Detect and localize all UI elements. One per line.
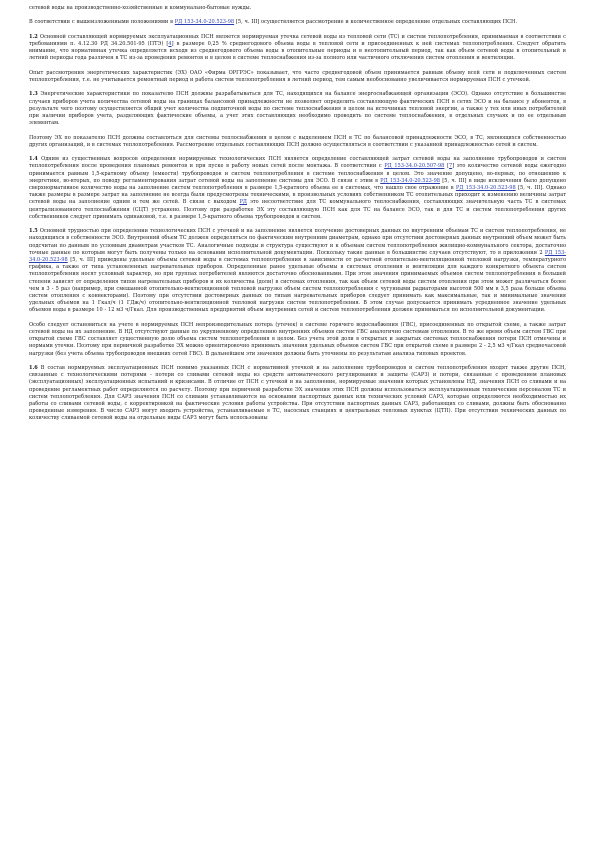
- paragraph-text: ] это количество сетевой воды ежегодно принимается равным 1,5-кратному объему (емкости) трубопроводов и систем теплопотребления в системе теплоснабжения в целом. Это значение допущено, во-первых, по отношению к энергетике, во-вторых, по поводу регламентирования затрат сетевой воды на заполнение системы для ЭСО. В связи с этим в: [29, 163, 567, 184]
- section-number: 1.3: [29, 91, 38, 98]
- paragraph: [29, 156, 566, 221]
- document-reference-link[interactable]: РД 153-34.0-20.523-98: [380, 177, 441, 184]
- paragraph-text: Опыт рассмотрения энергетических характеристик (ЭХ) ОАО «Фирма ОРГРЭС» показывает, что часто среднегодовой объем принимается равным объему всей сети и подключенных систем теплопотребления, т.е. не учитывается ремонтный период и работа систем теплопотребления в летний период, тем самым необоснованно увеличивается нормируемая ПСН с утечкой.: [29, 69, 566, 83]
- document-reference-link[interactable]: РД 153-34.0-20.523-98: [174, 19, 235, 26]
- section-number: 1.5: [29, 228, 38, 235]
- paragraph: [29, 135, 566, 149]
- paragraph-text: [: [444, 163, 449, 170]
- paragraph-text: Энергетические характеристики по показателю ПСН должны разрабатываться для ТС, находящихся на балансе энергоснабжающей организации (ЭСО). Однако отсутствие в большинстве случаев приборов учета количества сетевой воды на границах балансовой принадлежности не позволяет определить составляющую фактических ПСН в сетях ЭСО и на балансе у абонентов, в результате чего поэтому осуществляется общий учет количества подпиточной воды по системе теплоснабжения в целом на источниках тепловой энергии, а также у тех или иных потребителей при наличии приборов учета, разделяющих фактические объемы, а учет этих составляющих необходимо проводить по системе теплоснабжения, в отдельных случаях и по ее отдельным элементам.: [29, 91, 566, 127]
- paragraph: [29, 91, 566, 127]
- paragraph-text: Основной трудностью при определении технологических ПСН с утечкой и на заполнение является получение достоверных данных по внутренним объемам ТС и систем теплопотребления, не находящихся в собственности ЭСО. Внутренний объем ТС должен определяться по фактическим внутренним диаметрам, однако при отсутствии достоверных данных внутренний объем может быть подсчитан по данным по условным диаметрам участков ТС. Аналогичные подходы и структура существуют и к объемам систем теплопотребления жилищно-коммунального сектора, достаточно точные данные по которым могут быть получены только на основании исполнительной документации. Поскольку такие данные в большинстве случаев отсутствуют, то в приложении 2: [29, 228, 567, 256]
- paragraph-text: [5, ч. III]. Однако также размеры в размере затрат на заполнение не всегда были предусмотрены техническими, в произвольных условиях собственником ТС отопительных приходит к изменению величины затрат сетевой воды на заполнение одним и тем же сетей. В связи с выходом: [29, 184, 566, 206]
- document-reference-link[interactable]: 4: [168, 40, 172, 47]
- paragraph-text: ] в размере 0,25 % среднегодового объема воды в тепловой сети и присоединенных к ней системах теплопотребления. Следует обратить внимание, что нормативная утечка определяется исходя из среднегодового объема воды в отопительные периоды и в неотопительный период, так как объем сетевой воды в отопительный и летний периоды года различен в ТС из-за проведения ремонтов и в целом в системе теплоснабжения из-за полного или частичного отключения систем отопления и вентиляции.: [29, 40, 566, 62]
- paragraph: [29, 228, 566, 314]
- section-number: 1.4: [29, 156, 38, 163]
- paragraph: [29, 322, 566, 358]
- paragraph-text: Поэтому ЭХ по показателю ПСН должны составляться для системы теплоснабжения в целом с выделением ПСН в ТС по балансовой принадлежности ЭСО, в ТС, являющихся собственностью других организаций, и в системах теплопотребления. Рассмотрение отдельных составляющих ПСН должно осуществляться в соответствии с указанной принадлежностью сетей и систем.: [29, 134, 566, 148]
- paragraph-text: В состав нормируемых эксплуатационных ПСН помимо указанных ПСН с нормативной утечкой и на заполнение трубопроводов и систем теплопотребления входят также другие ПСН, связанные с технологическими потерями - потери со сливами сетевой воды из средств автоматического регулирования и защиты (САРЗ) и потери, связанные с проведением плановых (эксплуатационных) эксплуатационных испытаний и кризисами. В отличие от ПСН с утечкой и на заполнение, нормируемые значения которых установлены НД, значения ПСН со сливами и на проведение регламентных работ определяются по расчету. Поэтому при первичной разработке ЭХ значения этих ПСН должны использоваться эксплуатационным техническим персоналом ТС и систем теплопотребления. Для САРЗ значения ПСН со сливами устанавливаются на основании паспортных данных или технических условий САРЗ, которые определяются необходимостью их работы со сливами сетевой воды, с корректировкой на фактические условия работы устройства. При отсутствии паспортных данных САРЗ, работающих со сливами, должны быть обоснованно проведенные измерения. В число САРЗ могут входить устройства, устанавливаемые в ТС, насосных станциях и центральных тепловых пунктах (ЦТП). При отсутствии технических данных по количеству сливаемой сетевой воды на отдельные виды САРЗ могут быть использованы: [29, 365, 566, 422]
- paragraph: [29, 5, 566, 12]
- paragraph-text: В соответствии с вышеизложенными положениями в: [29, 19, 175, 26]
- paragraph: [29, 70, 566, 84]
- document-reference-link[interactable]: РД 153-34.0-20.523-98: [29, 249, 566, 263]
- section-number: 1.2: [29, 33, 38, 40]
- document-reference-link[interactable]: 7: [448, 163, 453, 170]
- paragraph-text: [5, ч. III] приведены удельные объемы сетевой воды в системах теплопотребления в зависимости от расчетной отопительно-вентиляционной тепловой нагрузки, температурного графика, а также от типа установленных нагревательных приборов. Определенные ранее удельные объемы в системах отопления и вентиляции для каждого конкретного объекта систем теплопотребления носят условный характер, но при группах потребителей являются достаточно обоснованными. При этом значения принимаемых объемов систем теплопотребления в большей степени зависят от определения типов нагревательных приборов и их количества (доли) в системах отопления, так как объем сетевой воды систем отопления при этом может различаться более чем в 3 - 5 раз (например, при смешанной отопительно-вентиляционной тепловой нагрузке объем систем теплопотребления с чугунными радиаторами высотой 500 мм в 3,5 раза больше объема систем отопления с конвекторами). Поэтому при отсутствии достоверных данных по типам нагревательных приборов следует принимать как максимальные, так и минимальные значения удельных объемов на 1 Гкал/ч (1 ГДж/ч) отопительно-вентиляционной тепловой нагрузки систем теплопотребления. В этом случае допускается принимать усредненное значение удельных объемов воды в размере 10 - 12 м3 ч/Гкал. Для производственных предприятий объем внутренних сетей и систем теплопотребления должен приниматься по исполнительной документации.: [29, 257, 566, 314]
- paragraph-text: это несоответствие для ТС коммунального теплоснабжения, составляющих значительную часть ТС в системах централизованного теплоснабжения (СЦТ) устранено. Поэтому при разработке ЭХ эту составляющую ПСН как для ТС на балансе ЭСО, так и для ТС и систем теплопотребления других собственников следует принимать одинаковой, т.е. в размере 1,5-кратного объема трубопроводов и систем.: [29, 199, 566, 220]
- paragraph: [29, 365, 566, 423]
- paragraph-text: [5, ч. III] осуществляется рассмотрение и количественное определение отдельных составляющих ПСН.: [234, 19, 518, 26]
- document-reference-link[interactable]: РД: [239, 199, 247, 206]
- paragraph-text: Основной составляющей нормируемых эксплуатационных ПСН является нормируемая утечка сетевой воды из тепловой сети (ТС) и систем теплопотребления, принимаемая в соответствии с требованиями п. 4.12.30 РД 34.20.501-95 (ПТЭ) [: [29, 33, 566, 47]
- paragraph-text: сетевой воды на производственно-хозяйственные и коммунально-бытовые нужды.: [29, 5, 252, 11]
- section-number: 1.6: [29, 365, 38, 372]
- paragraph-text: [5, ч. III] в виде исключения было допущено сверхнормативное количество воды на заполнение систем теплопотребления в размере 1,5-кратного объема ее в системах, что нашло свое отражение в: [29, 177, 566, 191]
- paragraph: [29, 19, 566, 26]
- paragraph: [29, 34, 566, 63]
- paragraph-text: Особо следует остановиться на учете в нормируемых ПСН непроизводительных потерь (утечек) в системе горячего водоснабжения (ГВС), присоединенных по открытой схеме, а также затрат сетевой воды на их заполнение. В НД отсутствуют данные по укрупненному определению внутренних объемов систем ГВС аналогично системам отопления. В то же время объем систем ГВС при открытой схеме ГВС составляет существенную долю объема систем теплопотребления в целом. Без учета этой доли в открытых и закрытых системах теплоснабжения потери ПСН отмечены и нормами утечки. Поэтому при первичной разработке ЭХ можно ориентировочно принимать значения удельных объемов систем ГВС при открытой схеме в размере 2 - 2,5 м3 ч/Гкал среднечасовой нагрузки (без учета объема трубопроводов внешних сетей ГВС). В дальнейшем эти значения должны быть уточнены по результатам анализа типовых проектов.: [29, 321, 566, 357]
- document-reference-link[interactable]: РД 153-34.0-20.523-98: [455, 184, 516, 191]
- paragraph-text: Одним из существенных вопросов определения нормируемых технологических ПСН является определение составляющей затрат сетевой воды на заполнение трубопроводов и систем теплопотребления после проведения плановых ремонтов и при пуске в работу новых сетей после монтажа. В соответствии с: [29, 156, 566, 170]
- document-reference-link[interactable]: РД 153-34.0-20.507-98: [384, 163, 445, 170]
